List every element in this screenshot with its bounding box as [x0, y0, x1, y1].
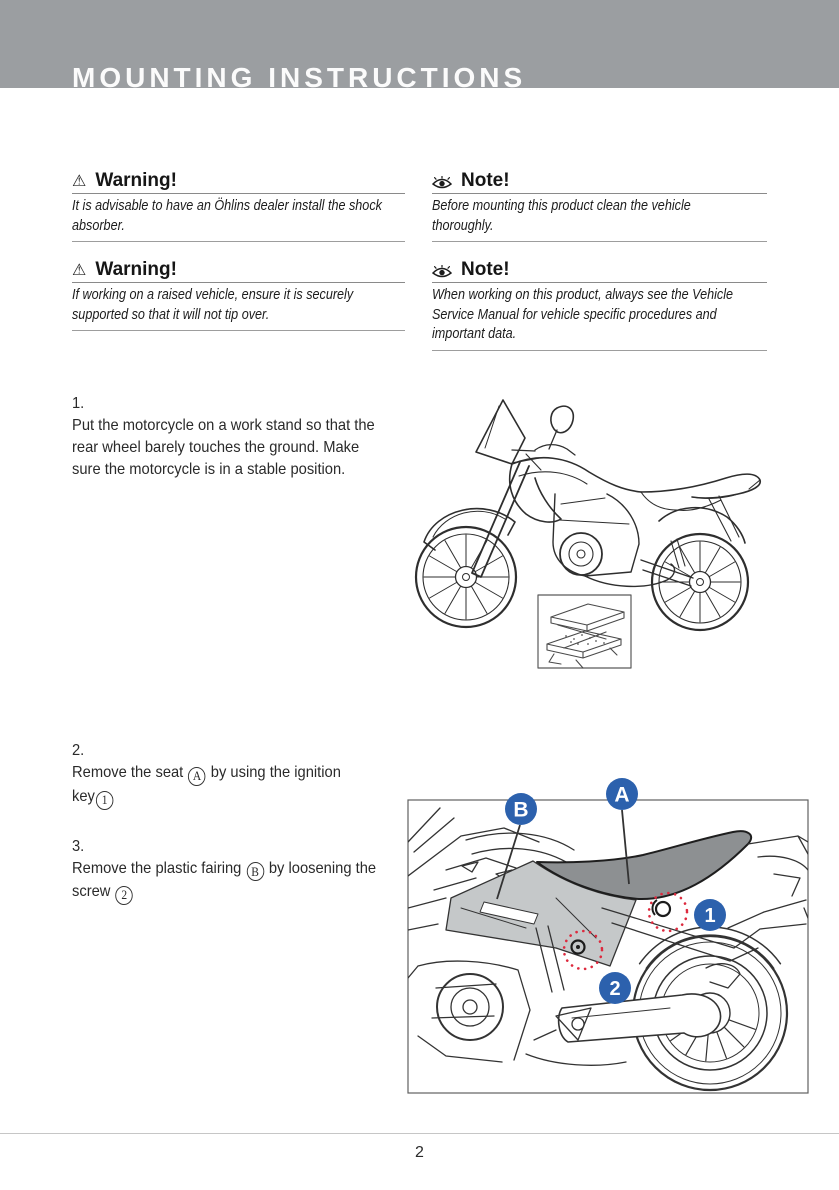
circled-number-marker: 2 [115, 886, 132, 905]
warning-body [72, 283, 405, 331]
warning-heading-row [72, 170, 405, 194]
note-body-line: Before mounting this product clean the vehicle [432, 198, 691, 214]
warning-body-line: absorber. [72, 217, 125, 234]
step-text-line: rear wheel barely touches the ground. Make [72, 439, 360, 456]
step-text-line: sure the motorcycle is in a stable position. [72, 461, 346, 478]
step-text-line [72, 858, 422, 882]
step-text: by loosening the [264, 859, 377, 877]
step-text-line [72, 786, 422, 810]
warning-triangle-icon: ⚠ [72, 259, 87, 279]
step-text-line: Put the motorcycle on a work stand so that the [72, 417, 375, 434]
step-number: 3. [72, 837, 85, 855]
warning-body [72, 194, 405, 242]
warning-body-line: supported so that it will not tip over. [72, 306, 270, 323]
note-body [432, 283, 767, 351]
step-text-line [72, 881, 422, 905]
warning-heading: Warning! [95, 170, 177, 191]
warning-callout-1 [72, 170, 405, 242]
windscreen [476, 400, 575, 464]
workstand-inset [538, 595, 631, 668]
note-heading: Note! [461, 259, 510, 280]
notes-column [432, 170, 767, 368]
label-1-text: 1 [704, 905, 716, 927]
step-text: screw [72, 883, 115, 901]
seat-fairing-illustration [406, 778, 810, 1094]
warning-body-line: It is advisable to have an Öhlins dealer install the shock [72, 198, 382, 214]
page-title: MOUNTING INSTRUCTIONS [72, 62, 527, 88]
warning-triangle-icon: ⚠ [72, 170, 87, 190]
bodywork [510, 454, 761, 543]
label-a-text: A [614, 783, 630, 807]
note-callout-1 [432, 170, 767, 242]
footer-rule [0, 1133, 839, 1134]
note-body-line: thoroughly. [432, 217, 494, 234]
figure-seat-fairing-removal [406, 778, 810, 1094]
label-2-text: 2 [609, 978, 621, 1000]
note-body-line: important data. [432, 326, 517, 342]
eye-icon [432, 174, 452, 188]
step-number: 2. [72, 742, 85, 759]
note-heading-row [432, 170, 767, 194]
step-text: by using the ignition [206, 764, 341, 781]
rear-wheel [652, 534, 748, 630]
warnings-column [72, 170, 405, 348]
note-heading: Note! [461, 170, 510, 191]
step-1 [72, 393, 452, 481]
step-text: key [72, 787, 95, 805]
note-body-line: Service Manual for vehicle specific procedures and [432, 306, 717, 323]
step-number: 1. [72, 395, 85, 412]
step-text: Remove the seat [72, 764, 188, 781]
warning-heading-row [72, 259, 405, 283]
engine [553, 494, 693, 586]
figure-motorcycle-workstand [408, 392, 776, 682]
warning-body-line: If working on a raised vehicle, ensure it is securely [72, 287, 354, 303]
steps-2-3 [72, 740, 452, 905]
circled-number-marker: 1 [96, 791, 113, 810]
front-wheel [416, 527, 516, 627]
note-body-line: When working on this product, always see the Vehicle [432, 287, 734, 303]
circled-letter-marker: A [188, 767, 205, 786]
step-text: Remove the plastic fairing [72, 859, 246, 877]
warning-heading: Warning! [95, 259, 177, 280]
page-number: 2 [415, 1144, 424, 1161]
note-body [432, 194, 767, 242]
warning-callout-2 [72, 259, 405, 331]
step-text-line [72, 762, 422, 786]
eye-icon [432, 263, 452, 277]
circled-letter-marker: B [246, 862, 263, 881]
motorcycle-workstand-illustration [408, 392, 776, 682]
label-b-text: B [513, 798, 529, 822]
page-header [0, 0, 839, 88]
note-callout-2 [432, 259, 767, 351]
note-heading-row [432, 259, 767, 283]
